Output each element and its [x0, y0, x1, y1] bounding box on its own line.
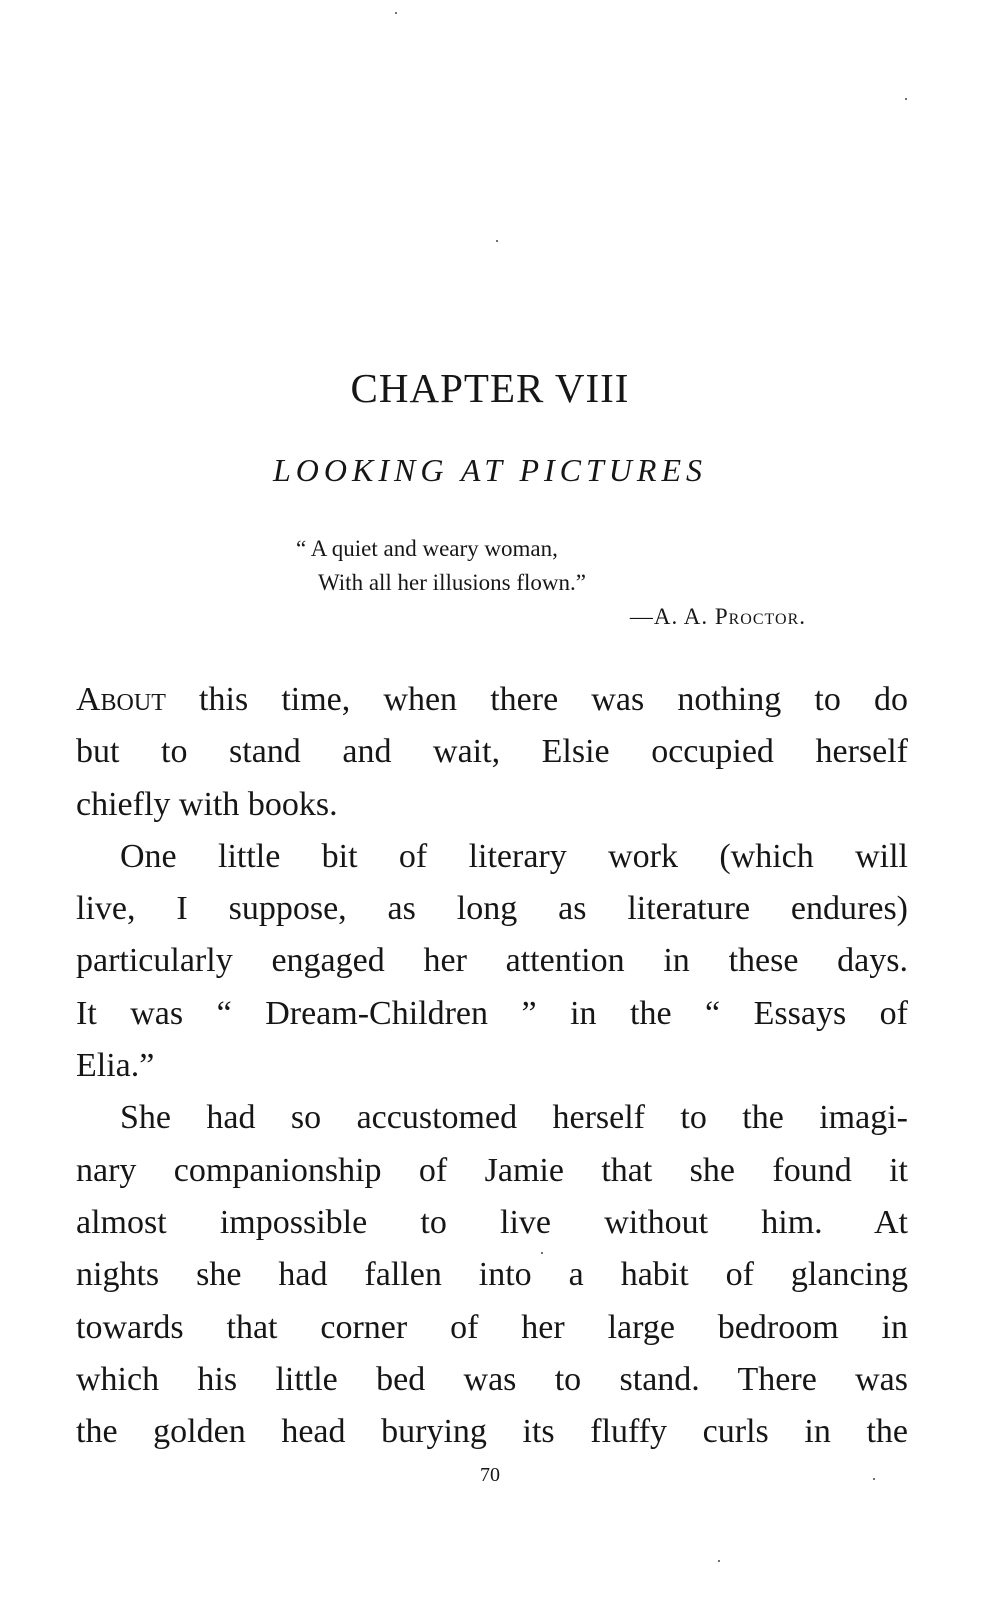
paragraph-lead-word: About [76, 681, 166, 718]
chapter-number: CHAPTER VIII [350, 365, 630, 411]
paragraph-3-line-1: She had so accustomed herself to the imagi- [120, 1099, 908, 1137]
paragraph-3-line-6: which his little bed was to stand. There was [76, 1360, 908, 1398]
epigraph-author: Proctor. [714, 604, 806, 629]
paragraph-1-line-1 [76, 674, 908, 726]
paragraph-2-line-4: It was “ Dream-Children ” in the “ Essays of [76, 994, 908, 1032]
paragraph-1-line-3: chiefly with books. [76, 785, 338, 823]
epigraph-line-2: With all her illusions flown.” [318, 570, 587, 595]
paragraph-3-line-2: nary companionship of Jamie that she found it [76, 1151, 908, 1189]
paragraph-2-line-5: Elia.” [76, 1047, 155, 1085]
paragraph-2-line-2: live, I suppose, as long as literature endures) [76, 890, 908, 928]
page-number: 70 [480, 1464, 500, 1486]
scan-speck [873, 1478, 875, 1480]
scan-speck [395, 12, 397, 14]
scan-speck [905, 98, 907, 100]
paragraph-2-line-3: particularly engaged her attention in these days. [76, 942, 908, 980]
epigraph [296, 532, 816, 634]
chapter-title: LOOKING AT PICTURES [272, 452, 707, 488]
scan-speck [496, 240, 498, 242]
epigraph-attribution [296, 600, 816, 634]
epigraph-dash: —A. A. [629, 604, 715, 629]
scan-speck [541, 1252, 543, 1254]
paragraph-2-line-1: One little bit of literary work (which will [120, 837, 908, 875]
paragraph-3-line-3: almost impossible to live without him. At [76, 1203, 908, 1241]
scan-speck [718, 1560, 720, 1562]
body-text [76, 674, 908, 1458]
paragraph-3-line-5: towards that corner of her large bedroom in [76, 1308, 908, 1346]
paragraph-1-line-2: but to stand and wait, Elsie occupied herself [76, 733, 908, 771]
epigraph-line-1: “ A quiet and weary woman, [296, 536, 558, 561]
paragraph-1-line-1-text: this time, when there was nothing to do [165, 681, 908, 718]
paragraph-3-line-4: nights she had fallen into a habit of glancing [76, 1256, 908, 1294]
paragraph-3-line-7: the golden head burying its fluffy curls in the [76, 1413, 908, 1451]
